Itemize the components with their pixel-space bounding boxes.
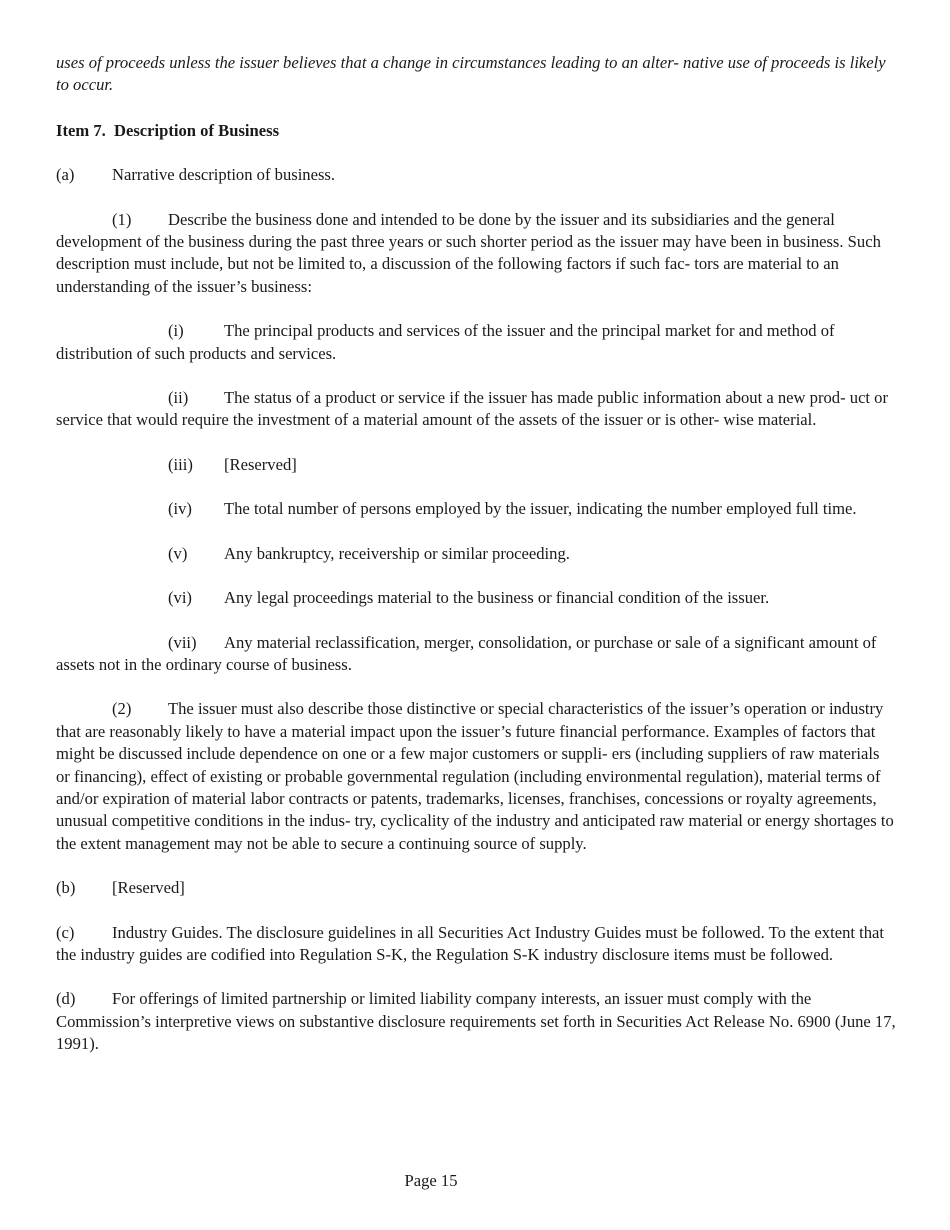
factor-marker: (iii) bbox=[168, 454, 193, 474]
factor-text: Any legal proceedings material to the business or financial condition of the issuer. bbox=[224, 588, 770, 608]
item-title: Description of Business bbox=[114, 120, 280, 140]
factor-text: [Reserved] bbox=[224, 454, 297, 474]
intro-paragraph: uses of proceeds unless the issuer believes that a change in circumstances leading to an alter- native use of proceeds is likely to occur. bbox=[56, 53, 886, 95]
item-heading bbox=[56, 120, 896, 142]
paragraph-b bbox=[56, 877, 896, 899]
factor-marker: (vii) bbox=[168, 632, 197, 652]
factor-item bbox=[56, 587, 896, 609]
marker-a2: (2) bbox=[112, 699, 132, 719]
factor-item bbox=[56, 543, 896, 565]
paragraph-d-text: For offerings of limited partnership or limited liability company interests, an issuer must comply with the Commission’s interpretive views on substantive disclosure requirements set forth in Securities Act Release No. 6900 (June 17, 1991). bbox=[56, 989, 896, 1054]
factor-marker: (ii) bbox=[168, 388, 189, 408]
paragraph-c-text: Industry Guides. The disclosure guidelines in all Securities Act Industry Guides must be followed. To the extent that the industry guides are codified into Regulation S-K, the Regulation S-K industry disclosure items must be followed. bbox=[56, 922, 885, 964]
marker-a: (a) bbox=[56, 165, 75, 185]
factor-text: The total number of persons employed by the issuer, indicating the number employed full time. bbox=[224, 499, 857, 519]
paragraph-a bbox=[56, 164, 896, 186]
marker-a1: (1) bbox=[112, 209, 132, 229]
factor-item bbox=[56, 632, 896, 677]
paragraph-d bbox=[56, 988, 896, 1055]
marker-b: (b) bbox=[56, 878, 76, 898]
item-number: Item 7. bbox=[56, 120, 106, 140]
factor-text: Any material reclassification, merger, consolidation, or purchase or sale of a significant amount of assets not in the ordinary course of business. bbox=[56, 632, 877, 674]
page-number: Page 15 bbox=[404, 1171, 458, 1190]
paragraph-b-text: [Reserved] bbox=[112, 878, 185, 898]
factor-marker: (iv) bbox=[168, 499, 192, 519]
paragraph-c bbox=[56, 922, 896, 967]
factor-marker: (i) bbox=[168, 321, 184, 341]
marker-d: (d) bbox=[56, 989, 76, 1009]
factor-item bbox=[56, 387, 896, 432]
factor-marker: (v) bbox=[168, 543, 188, 563]
paragraph-a2-text: The issuer must also describe those distinctive or special characteristics of the issuer’s operation or industry that are reasonably likely to have a material impact upon the issuer’s future financial performance. Examples of factors that might be discussed include dependence on one or a few major customers or suppli- ers (including suppliers of raw materials or financing), effect of existing or probable governmental regulation (including environmental regulation), material terms of and/or expiration of material labor contracts or patents, trademarks, licenses, franchises, concessions or royalty agreements, unusual competitive conditions in the indus- try, cyclicality of the industry and anticipated raw material or energy shortages to the extent management may not be able to secure a continuing source of supply. bbox=[56, 699, 894, 853]
marker-c: (c) bbox=[56, 922, 75, 942]
factor-text: The principal products and services of the issuer and the principal market for and method of distribution of such products and services. bbox=[56, 321, 835, 363]
factor-text: The status of a product or service if the issuer has made public information about a new prod- uct or service that would require the investment of a material amount of the assets of the issuer or is other- wise material. bbox=[56, 388, 889, 430]
factor-item bbox=[56, 320, 896, 365]
paragraph-a1-text: Describe the business done and intended to be done by the issuer and its subsidiaries and the general development of the business during the past three years or such shorter period as the issuer may have been in business. Such description must include, but not be limited to, a discussion of the following factors if such fac- tors are material to an understanding of the issuer’s business: bbox=[56, 209, 881, 296]
factor-item bbox=[56, 498, 896, 520]
document-page bbox=[56, 52, 896, 1056]
paragraph-a-text: Narrative description of business. bbox=[112, 165, 336, 185]
factor-text: Any bankruptcy, receivership or similar proceeding. bbox=[224, 543, 570, 563]
paragraph-a1 bbox=[56, 209, 896, 299]
factor-marker: (vi) bbox=[168, 588, 192, 608]
paragraph-a2 bbox=[56, 698, 896, 855]
factor-item bbox=[56, 454, 896, 476]
